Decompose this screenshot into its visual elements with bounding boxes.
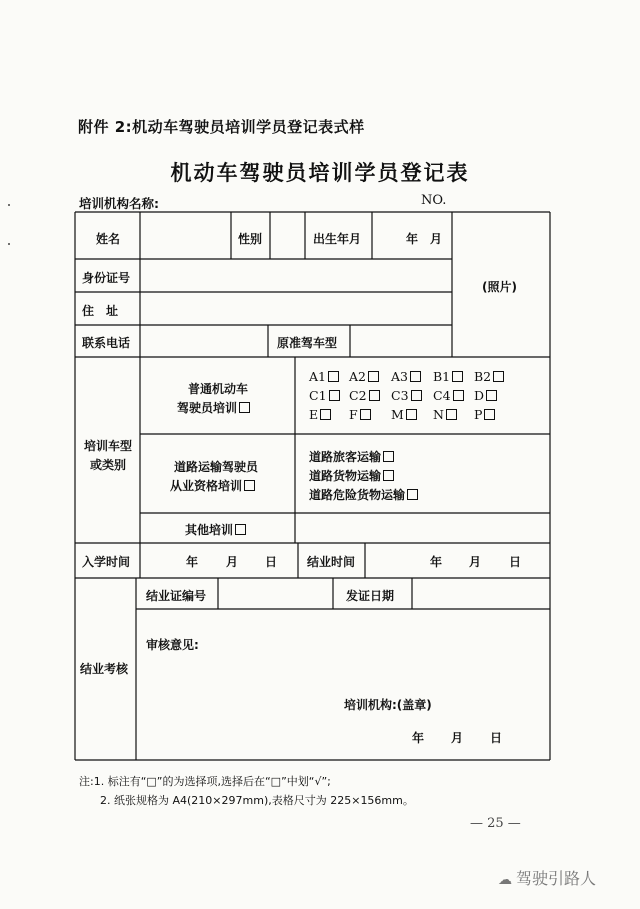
checkbox[interactable]: [486, 390, 497, 401]
road-option-label: 道路旅客运输: [309, 450, 382, 464]
name-label: 姓名: [96, 232, 121, 246]
license-option[interactable]: [474, 407, 495, 422]
org-name-label: 培训机构名称:: [79, 196, 159, 211]
checkbox[interactable]: [360, 409, 371, 420]
checkbox[interactable]: [410, 371, 421, 382]
license-option[interactable]: [349, 407, 391, 422]
road-train-label: 道路运输驾驶员: [174, 460, 259, 474]
finish-day: 日: [509, 555, 522, 569]
exam-label: 结业考核: [80, 662, 129, 676]
issue-date-label: 发证日期: [346, 589, 395, 603]
note-1: 注:1. 标注有“□”的为选择项,选择后在“□”中划“√”;: [79, 775, 331, 788]
license-code: B2: [474, 369, 492, 384]
road-passenger-option[interactable]: [309, 448, 394, 465]
checkbox[interactable]: [407, 489, 418, 500]
checkbox[interactable]: [369, 390, 380, 401]
license-code: C1: [309, 388, 327, 403]
road-option-label: 道路货物运输: [309, 469, 382, 483]
checkbox[interactable]: [446, 409, 457, 420]
license-option[interactable]: [349, 369, 391, 384]
normal-train-label: 普通机动车: [188, 382, 249, 396]
license-code: C4: [433, 388, 451, 403]
birth-month-label: 月: [430, 232, 443, 246]
license-option[interactable]: [433, 407, 474, 422]
seal-day: 日: [490, 731, 503, 745]
id-label: 身份证号: [82, 271, 131, 285]
enroll-label: 入学时间: [82, 555, 131, 569]
license-option[interactable]: [309, 388, 349, 403]
license-option[interactable]: [433, 369, 474, 384]
finish-month: 月: [469, 555, 482, 569]
checkbox[interactable]: [453, 390, 464, 401]
license-option[interactable]: [474, 369, 504, 384]
checkbox[interactable]: [484, 409, 495, 420]
checkbox-normal-train[interactable]: [239, 402, 250, 413]
license-code: F: [349, 407, 358, 422]
enroll-month: 月: [226, 555, 239, 569]
photo-label: (照片): [482, 280, 517, 294]
license-code: N: [433, 407, 444, 422]
license-code: A3: [391, 369, 408, 384]
birth-label: 出生年月: [313, 232, 362, 246]
normal-train-label-2: 驾驶员培训: [177, 401, 238, 415]
license-code: E: [309, 407, 319, 422]
license-code: A2: [349, 369, 366, 384]
license-row-2: [309, 388, 497, 403]
license-option[interactable]: [391, 407, 433, 422]
phone-label: 联系电话: [82, 336, 131, 350]
road-hazmat-option[interactable]: [309, 486, 418, 503]
license-option[interactable]: [474, 388, 497, 403]
road-train-option[interactable]: [170, 477, 255, 494]
address-label: 住 址: [82, 304, 119, 318]
train-type-label: 培训车型: [84, 439, 133, 453]
license-code: C3: [391, 388, 409, 403]
finish-label: 结业时间: [307, 555, 356, 569]
other-train-option[interactable]: [185, 521, 246, 538]
watermark-text: 驾驶引路人: [516, 869, 597, 888]
checkbox[interactable]: [368, 371, 379, 382]
license-code: P: [474, 407, 483, 422]
license-code: B1: [433, 369, 451, 384]
checkbox[interactable]: [383, 470, 394, 481]
enroll-year: 年: [186, 555, 199, 569]
seal-year: 年: [412, 731, 425, 745]
checkbox[interactable]: [328, 371, 339, 382]
other-train-label: 其他培训: [185, 523, 234, 537]
note-2: 2. 纸张规格为 A4(210×297mm),表格尺寸为 225×156mm。: [100, 794, 414, 807]
license-option[interactable]: [309, 369, 349, 384]
finish-year: 年: [430, 555, 443, 569]
seal-month: 月: [451, 731, 464, 745]
license-row-1: [309, 369, 504, 384]
birth-year-label: 年: [406, 232, 419, 246]
checkbox-road-train[interactable]: [244, 480, 255, 491]
license-code: A1: [309, 369, 326, 384]
license-option[interactable]: [309, 407, 349, 422]
checkbox-other-train[interactable]: [235, 524, 246, 535]
page-number: — 25 —: [470, 816, 521, 831]
checkbox[interactable]: [452, 371, 463, 382]
watermark: [498, 866, 596, 889]
license-option[interactable]: [433, 388, 474, 403]
license-option[interactable]: [391, 388, 433, 403]
serial-no-label: NO.: [421, 193, 447, 208]
wechat-icon: ☁: [498, 872, 512, 888]
org-seal-label: 培训机构:(盖章): [344, 698, 432, 712]
checkbox[interactable]: [493, 371, 504, 382]
checkbox[interactable]: [406, 409, 417, 420]
normal-train-option[interactable]: [177, 399, 250, 416]
gender-label: 性别: [238, 232, 263, 246]
road-train-label-2: 从业资格培训: [170, 479, 243, 493]
license-row-3: [309, 407, 495, 422]
checkbox[interactable]: [320, 409, 331, 420]
train-type-label-2: 或类别: [90, 458, 127, 472]
checkbox[interactable]: [329, 390, 340, 401]
checkbox[interactable]: [411, 390, 422, 401]
checkbox[interactable]: [383, 451, 394, 462]
form-title: 机动车驾驶员培训学员登记表: [170, 160, 470, 185]
enroll-day: 日: [265, 555, 278, 569]
license-code: M: [391, 407, 404, 422]
cert-no-label: 结业证编号: [146, 589, 207, 603]
attachment-title: 附件 2:机动车驾驶员培训学员登记表式样: [78, 118, 365, 136]
road-freight-option[interactable]: [309, 467, 394, 484]
license-option[interactable]: [349, 388, 391, 403]
road-option-label: 道路危险货物运输: [309, 488, 406, 502]
license-code: C2: [349, 388, 367, 403]
orig-license-label: 原准驾车型: [277, 336, 338, 350]
license-code: D: [474, 388, 485, 403]
review-label: 审核意见:: [146, 638, 199, 652]
license-option[interactable]: [391, 369, 433, 384]
